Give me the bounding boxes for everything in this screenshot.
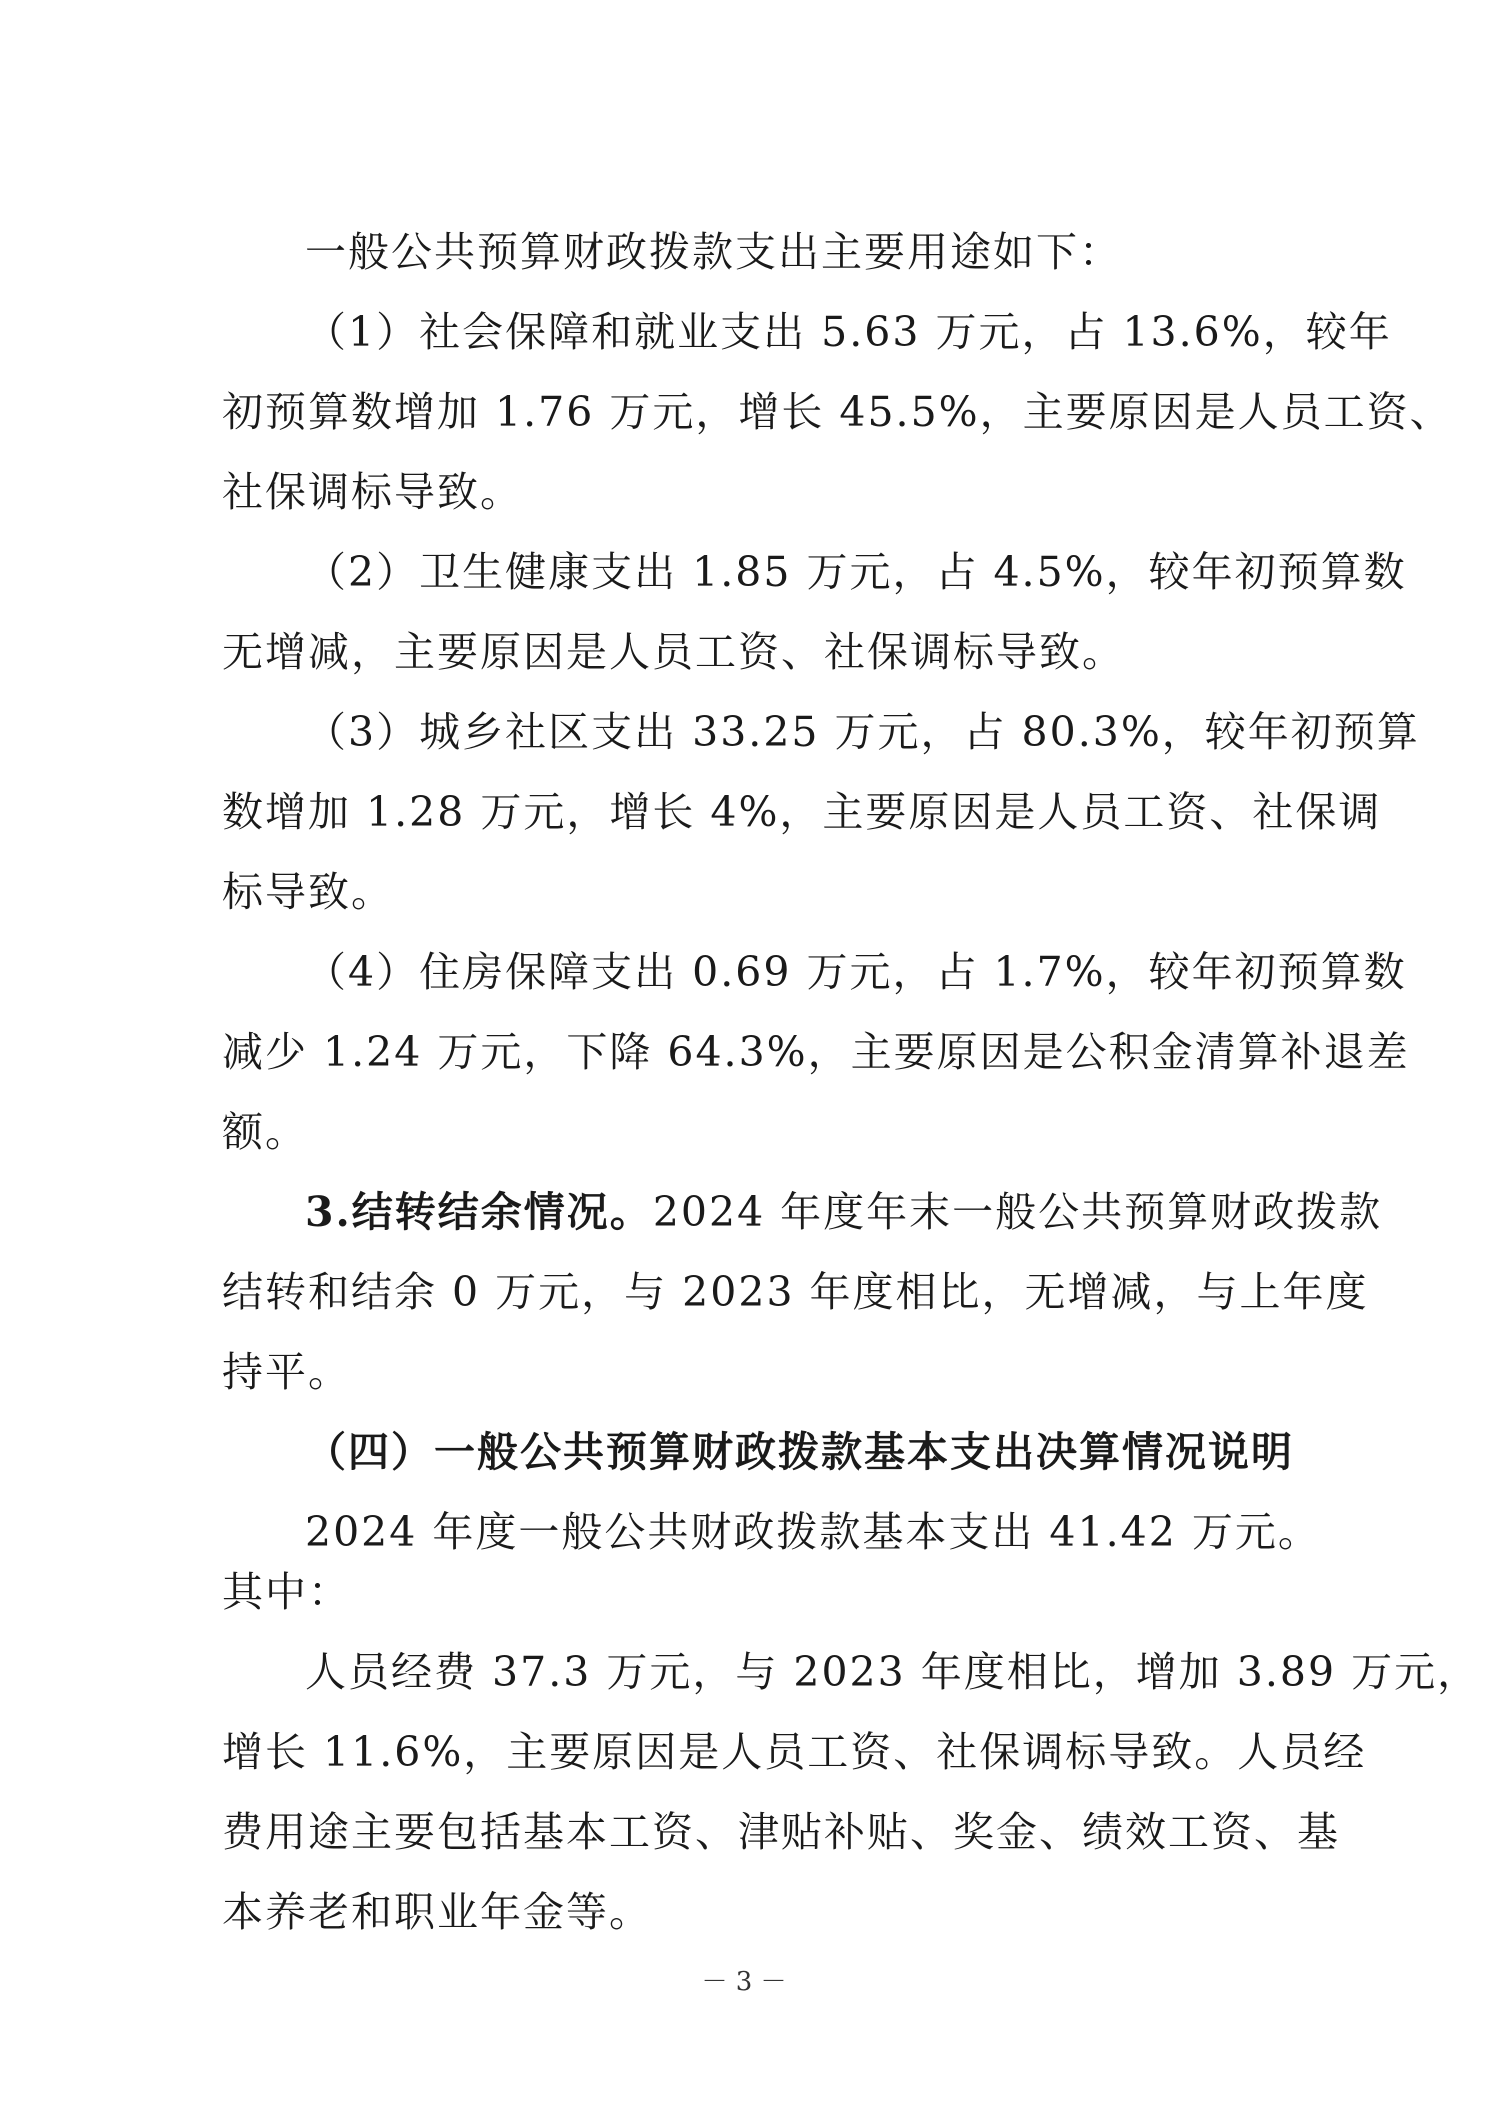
carryover-heading: 3.结转结余情况。 (305, 1188, 653, 1236)
item-3-line-3: 标导致。 (222, 868, 394, 916)
item-1-line-2: 初预算数增加 1.76 万元，增长 45.5%，主要原因是人员工资、 (222, 388, 1453, 436)
section-heading-4: （四）一般公共预算财政拨款基本支出决算情况说明 (305, 1428, 1294, 1476)
item-4-line-2: 减少 1.24 万元，下降 64.3%，主要原因是公积金清算补退差 (222, 1028, 1410, 1076)
paragraph-intro: 一般公共预算财政拨款支出主要用途如下： (305, 228, 1122, 276)
personnel-line-3: 费用途主要包括基本工资、津贴补贴、奖金、绩效工资、基 (222, 1808, 1340, 1856)
item-4-line-3: 额。 (222, 1108, 308, 1156)
personnel-line-4: 本养老和职业年金等。 (222, 1888, 652, 1936)
item-3-line-1: （3）城乡社区支出 33.25 万元，占 80.3%，较年初预算 (305, 708, 1420, 756)
personnel-line-1: 人员经费 37.3 万元，与 2023 年度相比，增加 3.89 万元， (305, 1648, 1481, 1696)
personnel-line-2: 增长 11.6%，主要原因是人员工资、社保调标导致。人员经 (222, 1728, 1367, 1776)
item-3-line-2: 数增加 1.28 万元，增长 4%，主要原因是人员工资、社保调 (222, 788, 1382, 836)
carryover-line-1 (305, 1182, 1383, 1242)
basic-expense-line-2: 其中： (222, 1568, 351, 1616)
carryover-line-2: 结转和结余 0 万元，与 2023 年度相比，无增减，与上年度 (222, 1268, 1369, 1316)
carryover-text: 2024 年度年末一般公共预算财政拨款 (652, 1188, 1383, 1236)
item-2-line-1: （2）卫生健康支出 1.85 万元，占 4.5%，较年初预算数 (305, 548, 1407, 596)
item-1-line-1: （1）社会保障和就业支出 5.63 万元，占 13.6%，较年 (305, 308, 1392, 356)
item-4-line-1: （4）住房保障支出 0.69 万元，占 1.7%，较年初预算数 (305, 948, 1407, 996)
basic-expense-line-1: 2024 年度一般公共财政拨款基本支出 41.42 万元。 (305, 1508, 1321, 1556)
item-2-line-2: 无增减，主要原因是人员工资、社保调标导致。 (222, 628, 1125, 676)
page-number: － 3 － (701, 1967, 787, 1997)
carryover-line-3: 持平。 (222, 1348, 351, 1396)
item-1-line-3: 社保调标导致。 (222, 468, 523, 516)
